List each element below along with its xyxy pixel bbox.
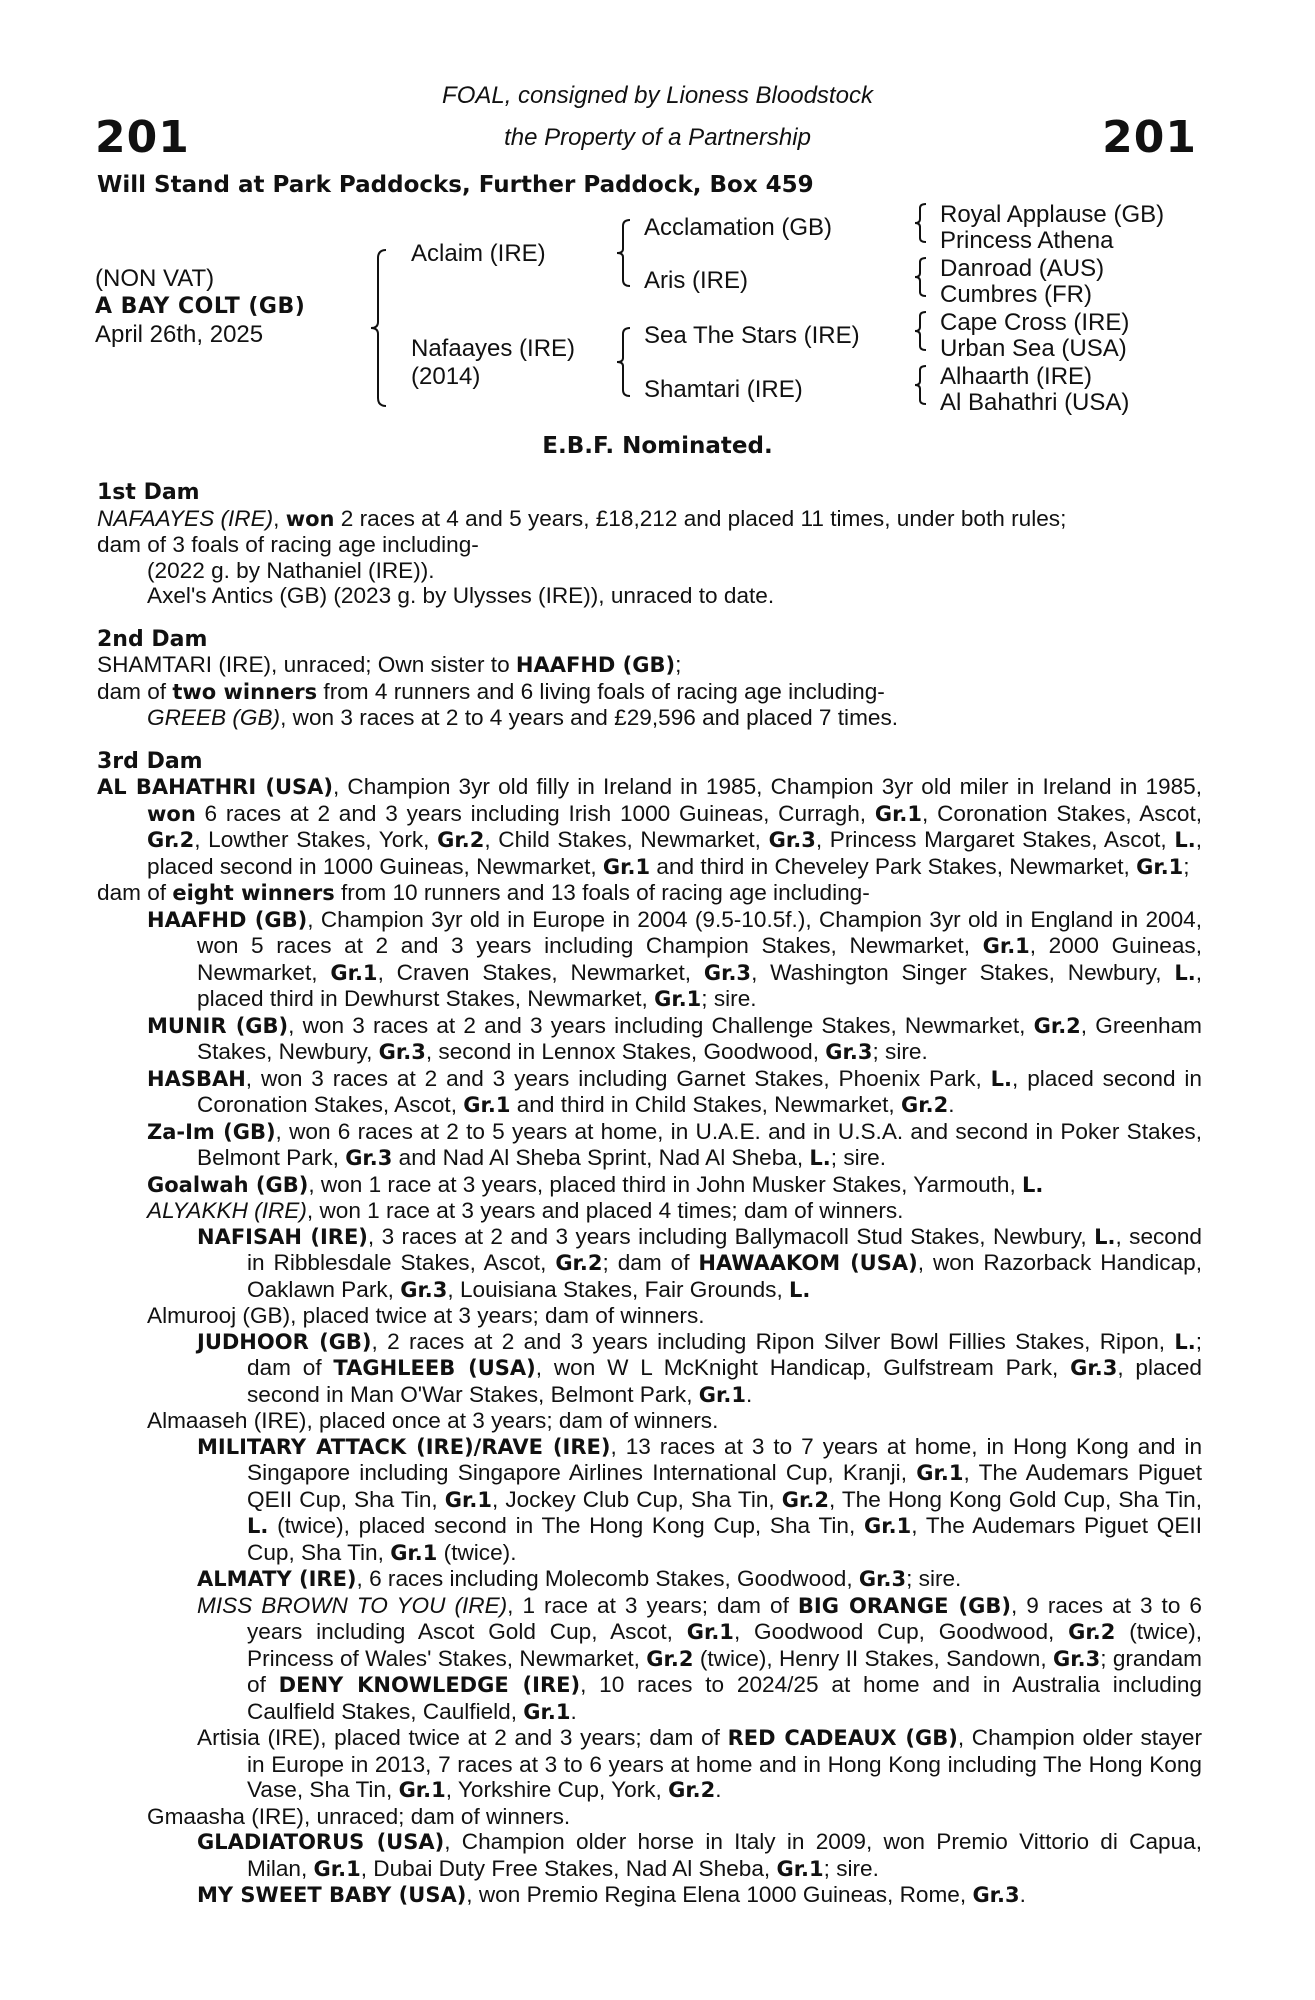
grandsire-3: Cape Cross (IRE) (940, 309, 1130, 336)
stand-location: Will Stand at Park Paddocks, Further Paddock, Box 459 (97, 172, 814, 198)
pedigree-entry: HASBAH, won 3 races at 2 and 3 years including Garnet Stakes, Phoenix Park, L., placed second in Coronation Stakes, Ascot, Gr.1 and third in Child Stakes, Newmarket, Gr.2. (147, 1065, 1202, 1117)
pedigree-entry: JUDHOOR (GB), 2 races at 2 and 3 years including Ripon Silver Bowl Fillies Stakes, Ripon, L.; dam of TAGHLEEB (USA), won W L McKnight Handicap, Gulfstream Park, Gr.3, placed second in Man O'War Stakes, Belmont Park, Gr.1. (197, 1328, 1202, 1407)
granddam-3: Urban Sea (USA) (940, 335, 1127, 362)
vat-status: (NON VAT) (95, 265, 215, 292)
foaling-date: April 26th, 2025 (95, 321, 264, 348)
pedigree-entry: MUNIR (GB), won 3 races at 2 and 3 years including Challenge Stakes, Newmarket, Gr.2, Greenham Stakes, Newbury, Gr.3, second in Lennox Stakes, Goodwood, Gr.3; sire. (147, 1012, 1202, 1064)
pedigree-entry: GLADIATORUS (USA), Champion older horse in Italy in 2009, won Premio Vittorio di Capua, Milan, Gr.1, Dubai Duty Free Stakes, Nad Al Sheba, Gr.1; sire. (197, 1829, 1203, 1881)
section-3rd-dam (97, 749, 1202, 1909)
pedigree-entry: dam of 3 foals of racing age including- (97, 532, 479, 557)
pedigree-entry: GREEB (GB), won 3 races at 2 to 4 years and £29,596 and placed 7 times. (147, 705, 899, 730)
brace-icon (912, 202, 930, 244)
pedigree-entry: AL BAHATHRI (USA), Champion 3yr old filly in Ireland in 1985, Champion 3yr old miler in Ireland in 1985, won 6 races at 2 and 3 years including Irish 1000 Guineas, Curragh, Gr.1, Coronation Stakes, Ascot, Gr.2, Lowther Stakes, York, Gr.2, Child Stakes, Newmarket, Gr.3, Princess Margaret Stakes, Ascot, L., placed second in 1000 Guineas, Newmarket, Gr.1 and third in Cheveley Park Stakes, Newmarket, Gr.1; (97, 774, 1202, 879)
section-heading: 2nd Dam (97, 626, 208, 652)
section-1st-dam (97, 480, 1202, 609)
granddam-4: Al Bahathri (USA) (940, 389, 1130, 416)
dam-dam: Shamtari (IRE) (644, 376, 803, 403)
entries (97, 506, 1202, 609)
brace-icon (614, 326, 634, 398)
grandsire-4: Alhaarth (IRE) (940, 363, 1093, 390)
section-heading: 3rd Dam (97, 748, 203, 774)
sire-sire: Acclamation (GB) (644, 214, 833, 241)
pedigree-entry: Gmaasha (IRE), unraced; dam of winners. (147, 1803, 571, 1829)
catalogue-body (97, 480, 1202, 1909)
section-heading: 1st Dam (97, 480, 200, 505)
lot-number-right: 201 (1102, 112, 1197, 163)
pedigree-entry: dam of two winners from 4 runners and 6 living foals of racing age including- (97, 678, 885, 704)
brace-icon (614, 218, 634, 288)
dam-year: (2014) (411, 363, 481, 390)
pedigree-entry: MISS BROWN TO YOU (IRE), 1 race at 3 years; dam of BIG ORANGE (GB), 9 races at 3 to 6 years including Ascot Gold Cup, Ascot, Gr.1, Goodwood Cup, Goodwood, Gr.2 (twice), Princess of Wales' Stakes, Newmarket, Gr.2 (twice), Henry II Stakes, Sandown, Gr.3; grandam of DENY KNOWLEDGE (IRE), 10 races to 2024/25 at home and in Australia including Caulfield Stakes, Caulfield, Gr.1. (197, 1592, 1203, 1724)
dam-sire: Sea The Stars (IRE) (644, 322, 860, 349)
pedigree-entry: Axel's Antics (GB) (2023 g. by Ulysses (IRE)), unraced to date. (147, 583, 775, 608)
pedigree-entry: Almaaseh (IRE), placed once at 3 years; dam of winners. (147, 1408, 719, 1433)
section-2nd-dam (97, 627, 1202, 731)
pedigree-entry: HAAFHD (GB), Champion 3yr old in Europe in 2004 (9.5-10.5f.), Champion 3yr old in England in 2004, won 5 races at 2 and 3 years including Champion Stakes, Newmarket, Gr.1, 2000 Guineas, Newmarket, Gr.1, Craven Stakes, Newmarket, Gr.3, Washington Singer Stakes, Newbury, L., placed third in Dewhurst Stakes, Newmarket, Gr.1; sire. (147, 906, 1203, 1011)
pedigree-entry: MILITARY ATTACK (IRE)/RAVE (IRE), 13 races at 3 to 7 years at home, in Hong Kong and in Singapore including Singapore Airlines International Cup, Kranji, Gr.1, The Audemars Piguet QEII Cup, Sha Tin, Gr.1, Jockey Club Cup, Sha Tin, Gr.2, The Hong Kong Gold Cup, Sha Tin, L. (twice), placed second in The Hong Kong Cup, Sha Tin, Gr.1, The Audemars Piguet QEII Cup, Sha Tin, Gr.1 (twice). (197, 1433, 1203, 1565)
sire-dam: Aris (IRE) (644, 267, 748, 294)
dam: Nafaayes (IRE) (411, 335, 576, 362)
grandsire-1: Royal Applause (GB) (940, 201, 1165, 228)
granddam-1: Princess Athena (940, 227, 1114, 254)
consignor-line: FOAL, consigned by Lioness Bloodstock (442, 82, 873, 109)
pedigree-entry: NAFISAH (IRE), 3 races at 2 and 3 years including Ballymacoll Stud Stakes, Newbury, L., second in Ribblesdale Stakes, Ascot, Gr.2; dam of HAWAAKOM (USA), won Razorback Handicap, Oaklawn Park, Gr.3, Louisiana Stakes, Fair Grounds, L. (197, 1223, 1203, 1302)
brace-icon (368, 248, 390, 408)
brace-icon (912, 364, 930, 406)
property-line: the Property of a Partnership (504, 124, 811, 151)
grandsire-2: Danroad (AUS) (940, 255, 1105, 282)
sire: Aclaim (IRE) (411, 240, 546, 267)
ebf-nomination: E.B.F. Nominated. (542, 433, 773, 459)
pedigree-entry: Almurooj (GB), placed twice at 3 years; dam of winners. (147, 1303, 705, 1328)
pedigree-entry: dam of eight winners from 10 runners and 13 foals of racing age including- (97, 880, 870, 905)
pedigree-entry: Za-Im (GB), won 6 races at 2 to 5 years at home, in U.A.E. and in U.S.A. and second in Poker Stakes, Belmont Park, Gr.3 and Nad Al Sheba Sprint, Nad Al Sheba, L.; sire. (147, 1118, 1202, 1170)
pedigree-entry: Artisia (IRE), placed twice at 2 and 3 years; dam of RED CADEAUX (GB), Champion older stayer in Europe in 2013, 7 races at 3 to 6 years at home and in Hong Kong including The Hong Kong Vase, Sha Tin, Gr.1, Yorkshire Cup, York, Gr.2. (197, 1725, 1202, 1802)
entries (97, 652, 1202, 731)
pedigree-entry: ALYAKKH (IRE), won 1 race at 3 years and placed 4 times; dam of winners. (147, 1198, 904, 1223)
brace-icon (912, 256, 930, 298)
granddam-2: Cumbres (FR) (940, 281, 1093, 308)
pedigree-entry: (2022 g. by Nathaniel (IRE)). (147, 557, 435, 583)
pedigree-entry: Goalwah (GB), won 1 race at 3 years, placed third in John Musker Stakes, Yarmouth, L. (147, 1171, 1044, 1197)
brace-icon (912, 310, 930, 352)
entries (97, 774, 1202, 1909)
lot-name: A BAY COLT (GB) (95, 294, 306, 319)
pedigree-entry: ALMATY (IRE), 6 races including Molecomb Stakes, Goodwood, Gr.3; sire. (197, 1566, 962, 1591)
lot-number-left: 201 (95, 112, 190, 163)
pedigree-entry: MY SWEET BABY (USA), won Premio Regina Elena 1000 Guineas, Rome, Gr.3. (197, 1882, 1026, 1907)
pedigree-entry: NAFAAYES (IRE), won 2 races at 4 and 5 years, £18,212 and placed 11 times, under both rules; (97, 505, 1067, 531)
pedigree-entry: SHAMTARI (IRE), unraced; Own sister to HAAFHD (GB); (97, 652, 682, 677)
